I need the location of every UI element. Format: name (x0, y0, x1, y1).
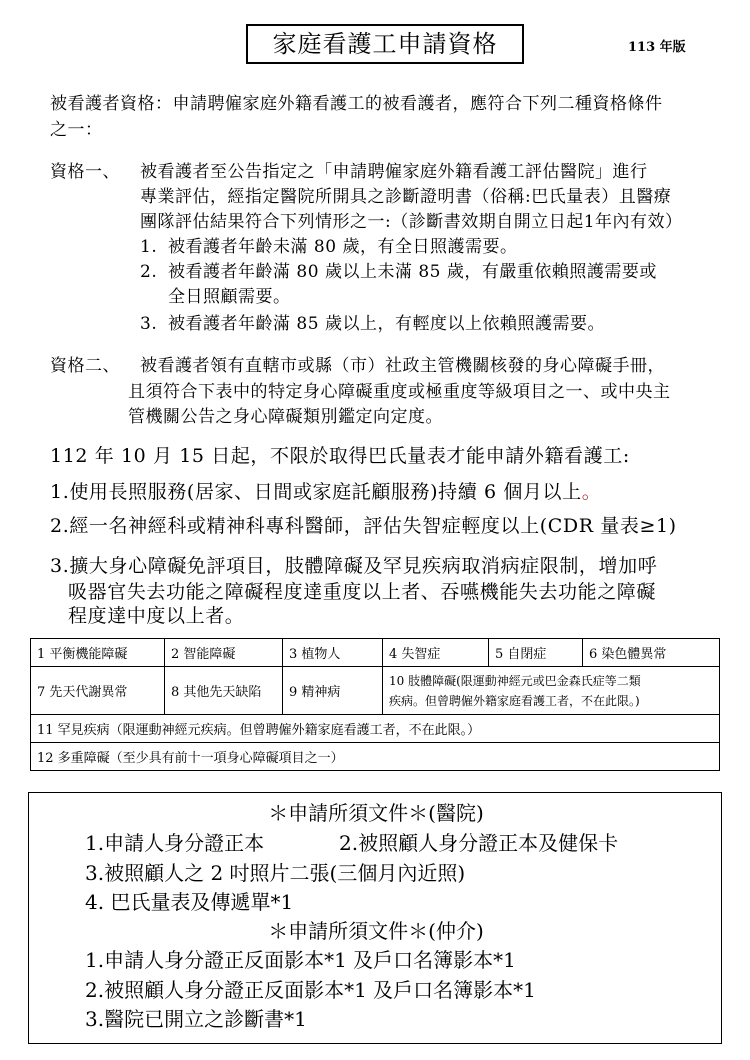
rules-112-heading: 112 年 10 月 15 日起，不限於取得巴氏量表才能申請外籍看護工: (50, 445, 630, 467)
hospital-documents-heading: ＊申請所須文件＊(醫院) (268, 801, 484, 825)
qualification-1-line-3: 團隊評估結果符合下列情形之一:（診斷書效期自開立日起1年內有效） (140, 212, 683, 232)
table-cell (383, 667, 720, 715)
agency-documents-heading: ＊申請所須文件＊(仲介) (268, 919, 484, 943)
table-cell: 4 失智症 (383, 639, 489, 667)
qualification-1-item-number: 3. (140, 314, 158, 334)
intro-line-1: 被看護者資格：申請聘僱家庭外籍看護工的被看護者，應符合下列二種資格條件 (50, 94, 663, 114)
document-item: 3.被照顧人之 2 吋照片二張(三個月內近照) (85, 861, 466, 885)
table-cell: 6 染色體異常 (583, 639, 720, 667)
qualification-2-label: 資格二、 (50, 356, 120, 376)
table-row (31, 639, 720, 667)
table-cell: 9 精神病 (283, 667, 383, 715)
table-cell: 3 植物人 (283, 639, 383, 667)
qualification-1-line-1: 被看護者至公告指定之「申請聘僱家庭外籍看護工評估醫院」進行 (140, 162, 648, 182)
disability-table (30, 638, 720, 771)
document-item: 2.被照顧人身分證正本及健保卡 (339, 831, 619, 855)
document-item: 1.申請人身分證正本 (85, 831, 265, 855)
required-documents-box (28, 792, 722, 1044)
table-cell: 12 多重障礙（至少具有前十一項身心障礙項目之一） (31, 743, 720, 771)
rules-112-item-3-line-2: 吸器官失去功能之障礙程度達重度以上者、吞嚥機能失去功能之障礙 (68, 581, 657, 603)
table-cell: 2 智能障礙 (165, 639, 283, 667)
qualification-1-item-number: 1. (140, 237, 158, 257)
document-item: 1.申請人身分證正反面影本*1 及戶口名簿影本*1 (85, 948, 516, 972)
rules-112-item-1-mark: 。 (581, 481, 602, 503)
rules-112-item-1 (50, 480, 601, 504)
qualification-1-item: 全日照顧需要。 (168, 287, 291, 307)
table-cell: 11 罕見疾病（限運動神經元疾病。但曾聘僱外籍家庭看護工者，不在此限。） (31, 715, 720, 743)
qualification-1-item-number: 2. (140, 262, 158, 282)
qualification-1-label: 資格一、 (50, 162, 120, 182)
intro-line-2: 之一： (50, 120, 103, 140)
item-10-line-1: 10 肢體障礙(限運動神經元或巴金森氏症等二類 (389, 673, 641, 688)
document-item: 2.被照顧人身分證正反面影本*1 及戶口名簿影本*1 (85, 978, 536, 1002)
page-title: 家庭看護工申請資格 (246, 24, 524, 64)
table-cell: 5 自閉症 (489, 639, 583, 667)
qualification-1-item: 被看護者年齡滿 80 歲以上未滿 85 歲，有嚴重依賴照護需要或 (168, 262, 657, 282)
qualification-2-line-1: 被看護者領有直轄市或縣（市）社政主管機關核發的身心障礙手冊， (140, 356, 665, 376)
table-row (31, 715, 720, 743)
rules-112-item-3-line-3: 程度達中度以上者。 (68, 605, 245, 627)
qualification-1-item: 被看護者年齡滿 85 歲以上，有輕度以上依賴照護需要。 (168, 314, 605, 334)
table-cell: 8 其他先天缺陷 (165, 667, 283, 715)
document-item: 3.醫院已開立之診斷書*1 (85, 1007, 307, 1031)
qualification-2-line-3: 管機關公告之身心障礙類別鑑定向定度。 (128, 407, 443, 427)
qualification-1-line-2: 專業評估，經指定醫院所開具之診斷證明書（俗稱:巴氏量表）且醫療 (140, 187, 672, 207)
rules-112-item-1-text: 1.使用長照服務(居家、日間或家庭託顧服務)持續 6 個月以上 (50, 481, 582, 503)
table-row (31, 667, 720, 715)
edition-label: 113 年版 (628, 40, 686, 55)
rules-112-item-3-line-1: 3.擴大身心障礙免評項目，肢體障礙及罕見疾病取消病症限制，增加呼 (50, 555, 658, 577)
qualification-1-item: 被看護者年齡未滿 80 歲，有全日照護需要。 (168, 237, 518, 257)
qualification-2-line-2: 且須符合下表中的特定身心障礙重度或極重度等級項目之一、或中央主 (128, 382, 671, 402)
rules-112-item-2: 2.經一名神經科或精神科專科醫師，評估失智症輕度以上(CDR 量表≥1) (50, 515, 677, 537)
item-10-line-2: 疾病。但曾聘僱外籍家庭看護工者，不在此限。) (389, 693, 640, 708)
document-item: 4. 巴氏量表及傳遞單*1 (85, 890, 294, 914)
table-cell: 7 先天代謝異常 (31, 667, 165, 715)
table-cell: 1 平衡機能障礙 (31, 639, 165, 667)
table-row (31, 743, 720, 771)
